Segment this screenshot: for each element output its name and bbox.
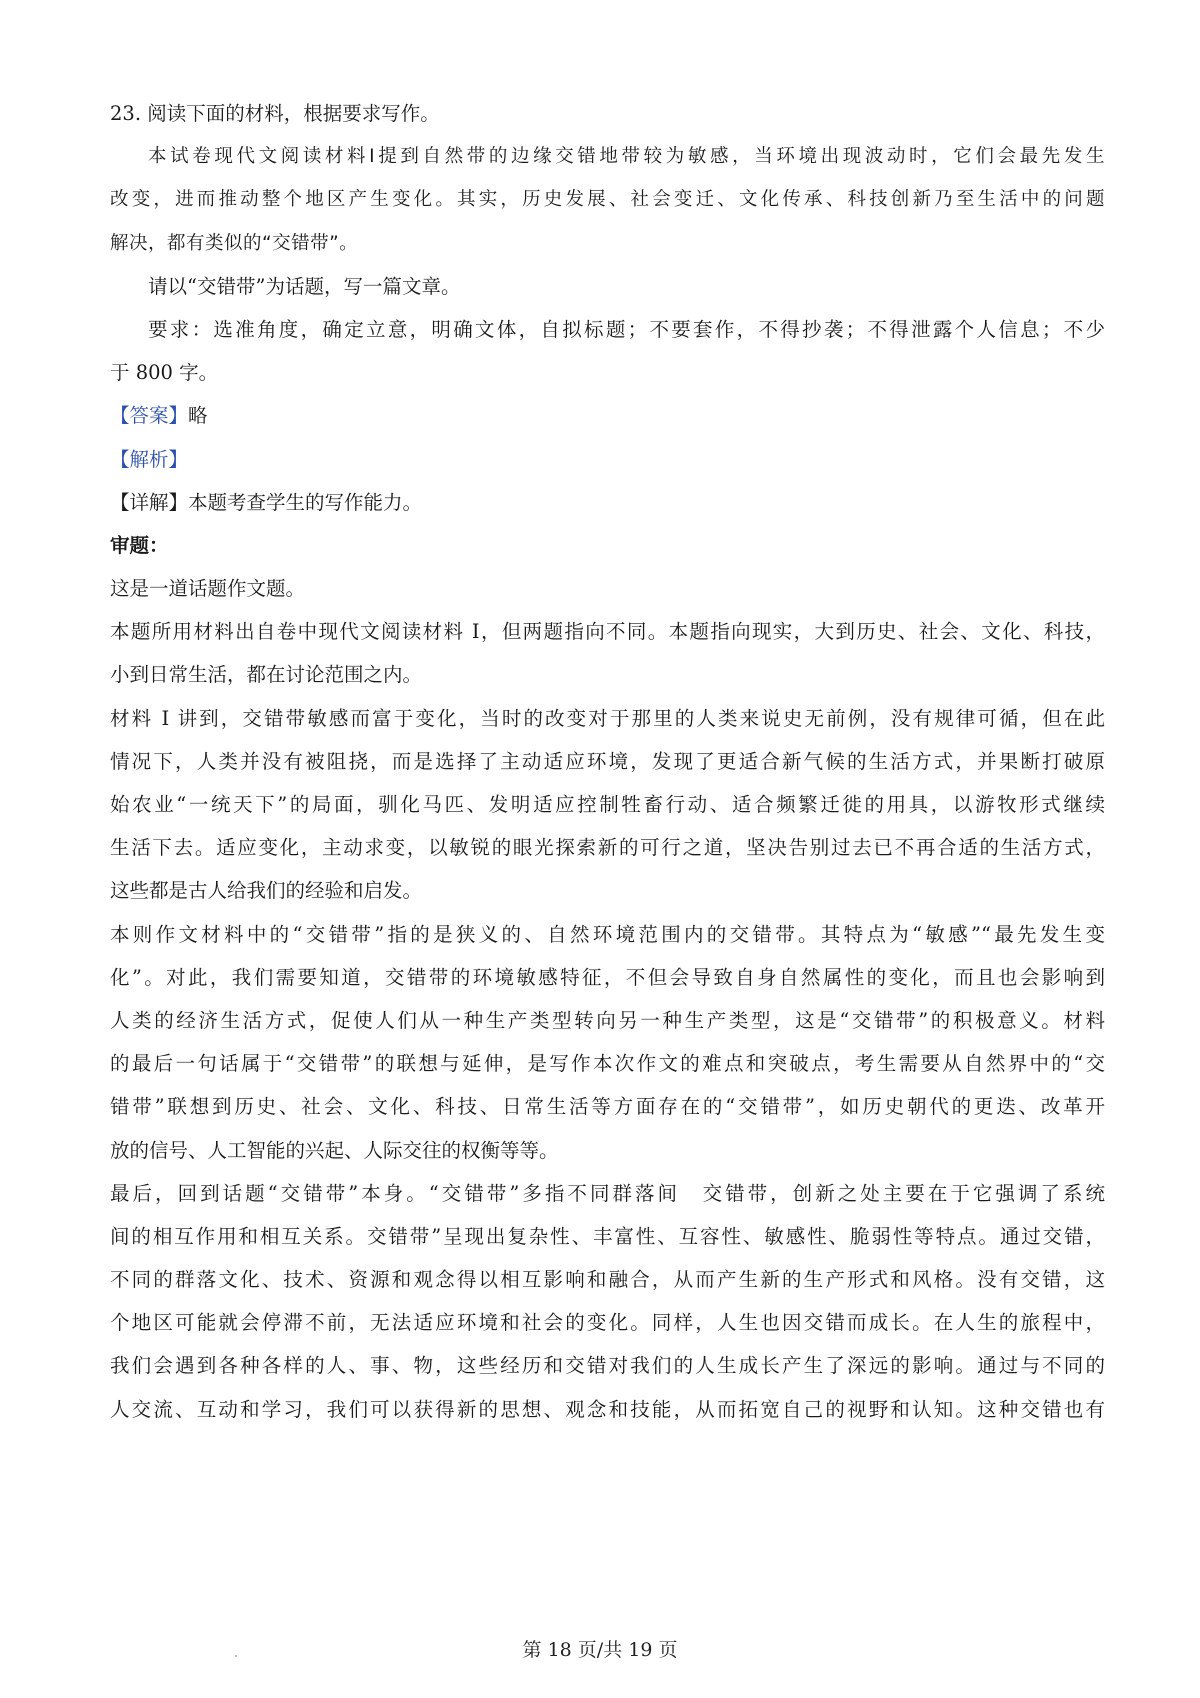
para4-line-1: 最后，回到话题“交错带”本身。“交错带”多指不同群落间 交错带，创新之处主要在于它强调了系统 bbox=[110, 1181, 1105, 1205]
detail-label: 【详解】 bbox=[110, 490, 189, 514]
para2-line-4: 生活下去。适应变化，主动求变，以敏锐的眼光探索新的可行之道，坚决告别过去已不再合适的生活方式， bbox=[110, 836, 1105, 860]
para4-line-6: 人交流、互动和学习，我们可以获得新的思想、观念和技能，从而拓宽自己的视野和认知。这种交错也有 bbox=[110, 1397, 1105, 1421]
answer-text: 略 bbox=[188, 404, 208, 428]
para4-line-3: 不同的群落文化、技术、资源和观念得以相互影响和融合，从而产生新的生产形式和风格。没有交错，这 bbox=[110, 1268, 1105, 1292]
para1-line-1: 本题所用材料出自卷中现代文阅读材料 I，但两题指向不同。本题指向现实，大到历史、社会、文化、科技， bbox=[110, 620, 1105, 644]
para3-line-2: 化”。对此，我们需要知道，交错带的环境敏感特征，不但会导致自身自然属性的变化，而且也会影响到 bbox=[110, 965, 1105, 989]
review-line-1: 这是一道话题作文题。 bbox=[110, 577, 306, 601]
analysis-label: 【解析】 bbox=[110, 447, 189, 471]
review-heading: 审题： bbox=[110, 533, 169, 557]
para3-line-3: 人类的经济生活方式，促使人们从一种生产类型转向另一种生产类型，这是“交错带”的积极意义。材料 bbox=[110, 1008, 1105, 1032]
material-line-3: 解决，都有类似的“交错带”。 bbox=[110, 232, 359, 254]
analysis-row bbox=[110, 438, 1105, 481]
para2-line-5: 这些都是古人给我们的经验和启发。 bbox=[110, 879, 423, 903]
material-line-2: 改变，进而推动整个地区产生变化。其实，历史发展、社会变迁、文化传承、科技创新乃至生活中的问题 bbox=[110, 189, 1105, 211]
material-line-1: 本试卷现代文阅读材料Ⅰ提到自然带的边缘交错地带较为敏感，当环境出现波动时，它们会最先发生 bbox=[148, 146, 1105, 168]
question-number-line: 23. 阅读下面的材料，根据要求写作。 bbox=[110, 102, 440, 125]
requirement-line-1: 要求：选准角度，确定立意，明确文体，自拟标题；不要套作，不得抄袭；不得泄露个人信息；不少 bbox=[148, 317, 1105, 341]
para3-line-6: 放的信号、人工智能的兴起、人际交往的权衡等等。 bbox=[110, 1138, 559, 1162]
requirement-line-2: 于 800 字。 bbox=[110, 361, 219, 385]
prompt-line: 请以“交错带”为话题，写一篇文章。 bbox=[148, 274, 461, 298]
para2-line-1: 材料 I 讲到，交错带敏感而富于变化，当时的改变对于那里的人类来说史无前例，没有规律可循，但在此 bbox=[110, 706, 1105, 730]
detail-row bbox=[110, 481, 1105, 524]
answer-label: 【答案】 bbox=[110, 404, 189, 428]
para2-line-2: 情况下，人类并没有被阻挠，而是选择了主动适应环境，发现了更适合新气候的生活方式，并果断打破原 bbox=[110, 749, 1105, 773]
page-footer: 第 18 页/共 19 页 bbox=[522, 1639, 678, 1661]
page-content bbox=[110, 92, 1105, 1431]
para4-line-4: 个地区可能就会停滞不前，无法适应环境和社会的变化。同样，人生也因交错而成长。在人生的旅程中， bbox=[110, 1311, 1105, 1335]
para3-line-1: 本则作文材料中的“交错带”指的是狭义的、自然环境范围内的交错带。其特点为“敏感”“最先发生变 bbox=[110, 922, 1105, 946]
answer-row bbox=[110, 394, 1105, 437]
para4-line-5: 我们会遇到各种各样的人、事、物，这些经历和交错对我们的人生成长产生了深远的影响。通过与不同的 bbox=[110, 1354, 1105, 1378]
para4-line-2: 间的相互作用和相互关系。交错带”呈现出复杂性、丰富性、互容性、敏感性、脆弱性等特点。通过交错， bbox=[110, 1224, 1105, 1248]
para2-line-3: 始农业“一统天下”的局面，驯化马匹、发明适应控制牲畜行动、适合频繁迁徙的用具，以游牧形式继续 bbox=[110, 793, 1105, 816]
para3-line-5: 错带”联想到历史、社会、文化、科技、日常生活等方面存在的“交错带”，如历史朝代的更迭、改革开 bbox=[110, 1095, 1105, 1119]
detail-text: 本题考查学生的写作能力。 bbox=[188, 490, 423, 514]
para1-line-2: 小到日常生活，都在讨论范围之内。 bbox=[110, 663, 423, 687]
para3-line-4: 的最后一句话属于“交错带”的联想与延伸，是写作本次作文的难点和突破点，考生需要从自然界中的“交 bbox=[110, 1052, 1105, 1076]
